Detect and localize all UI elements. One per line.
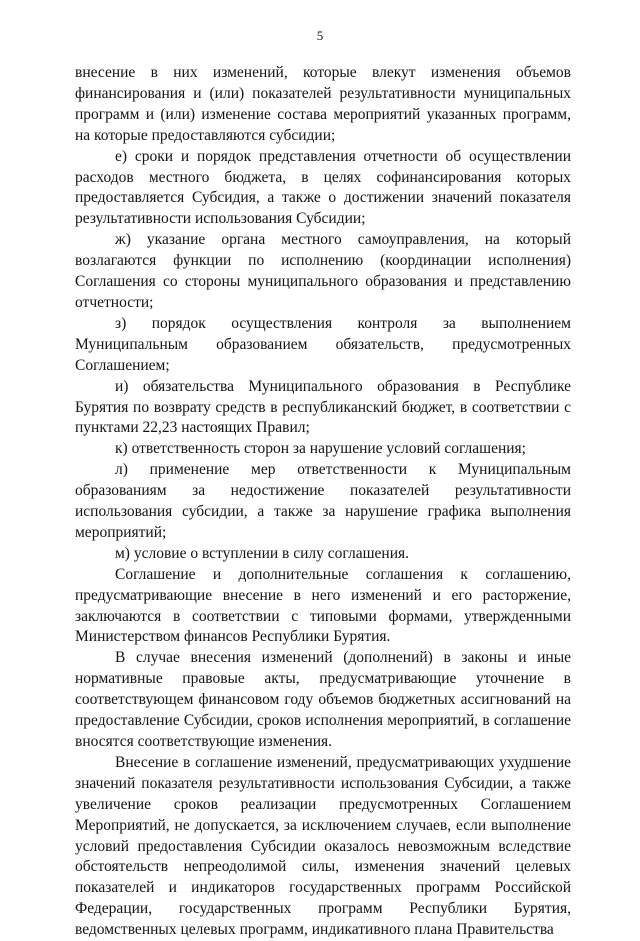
paragraph-agreement-forms: Соглашение и дополнительные соглашения к соглашению, предусматривающие внесение в него изменений и его расторжение, заключаются в соответствии с типовыми формами, утвержденными Министерством финансов Республики Бурятия. xyxy=(75,565,571,646)
paragraph-item-e: е) сроки и порядок представления отчетности об осуществлении расходов местного бюджета, в целях софинансирования которых предоставляется Субсидия, а также о достижении значений показателя результативности использования Субсидии; xyxy=(75,147,571,228)
paragraph-amendment-restrictions: Внесение в соглашение изменений, предусматривающих ухудшение значений показателя результативности использования Субсидии, а также увеличение сроков реализации предусмотренных Соглашением Мероприятий, не допускается, за исключением случаев, если выполнение условий предоставления Субсидии оказалось невозможным вследствие обстоятельств непреодолимой силы, изменения значений целевых показателей и индикаторов государственных программ Российской Федерации, государственных программ Республики Бурятия, ведомственных целевых программ, индикативного плана Правительства xyxy=(75,753,571,939)
paragraph-item-m: м) условие о вступлении в силу соглашения. xyxy=(115,544,410,562)
paragraph-continuation: внесение в них изменений, которые влекут изменения объемов финансирования и (или) показателей результативности муниципальных программ и (или) изменение состава мероприятий указанных программ, на которые предоставляются субсидии; xyxy=(75,64,571,144)
paragraph-item-l: л) применение мер ответственности к Муниципальным образованиям за недостижение показателей результативности использования субсидии, а также за нарушение графика выполнения мероприятий; xyxy=(75,461,571,541)
document-body xyxy=(75,63,571,941)
paragraph-item-k: к) ответственность сторон за нарушение условий соглашения; xyxy=(115,440,526,458)
paragraph-item-i: и) обязательства Муниципального образования в Республике Бурятия по возврату средств в республиканский бюджет, в соответствии с пунктами 22,23 настоящих Правил; xyxy=(75,377,571,437)
page-number: 5 xyxy=(316,28,324,43)
paragraph-law-changes: В случае внесения изменений (дополнений) в законы и иные нормативные правовые акты, предусматривающие уточнение в соответствующем финансовом году объемов бюджетных ассигнований на предоставление Субсидии, сроков исполнения мероприятий, в соглашение вносятся соответствующие изменения. xyxy=(75,649,571,750)
paragraph-item-z: з) порядок осуществления контроля за выполнением Муниципальным образованием обязательств, предусмотренных Соглашением; xyxy=(75,314,571,374)
paragraph-item-zh: ж) указание органа местного самоуправления, на который возлагаются функции по исполнению (координации исполнения) Соглашения со стороны муниципального образования и представлению отчетности; xyxy=(75,231,571,311)
